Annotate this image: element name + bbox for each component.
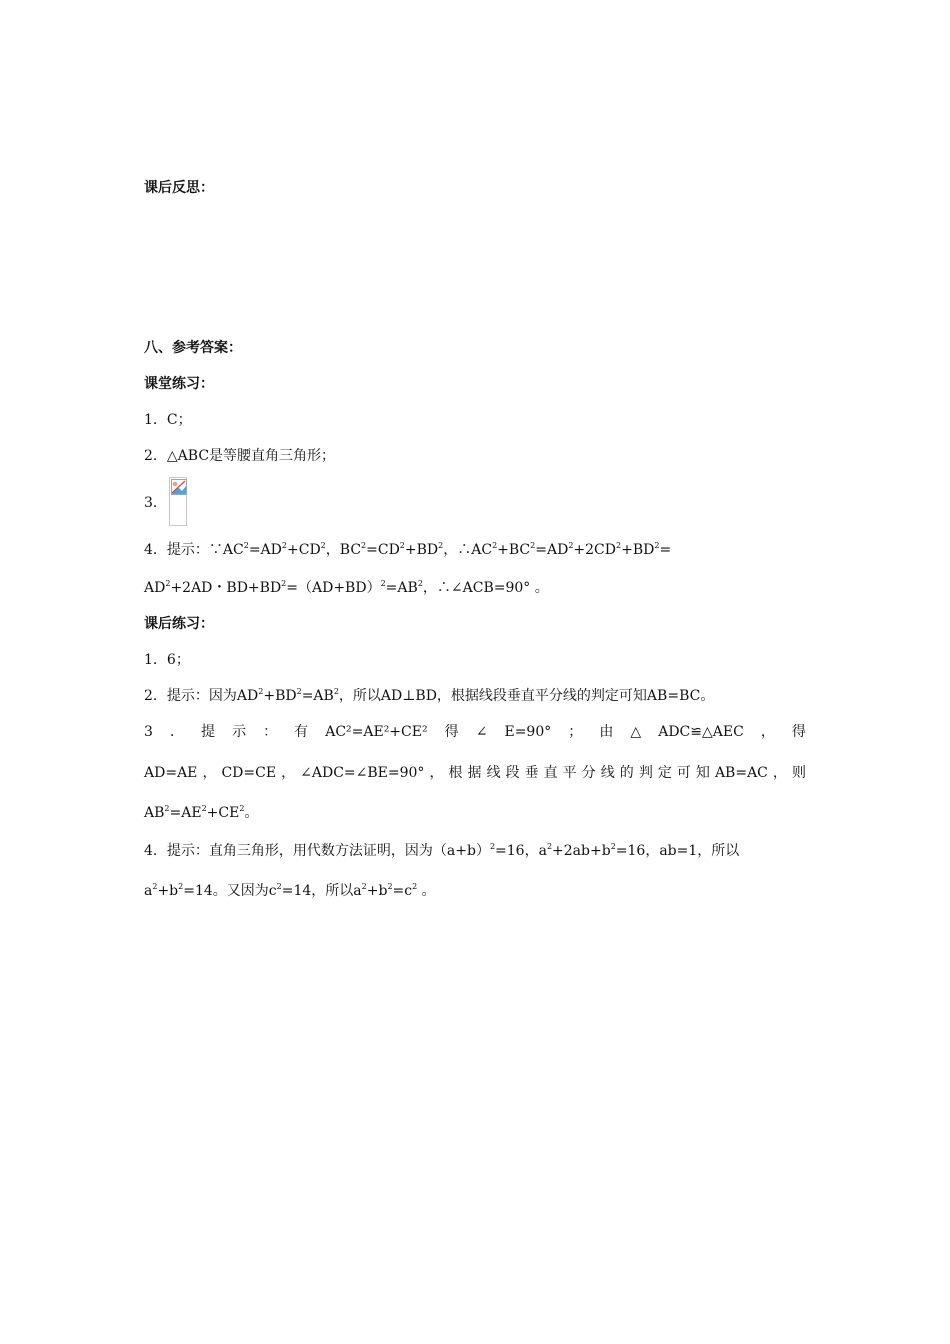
after-answer-4-line2: $a^2+b^2=14$。又因为$c^2=14$，所以$a^2+b^2=c^2$ 。 bbox=[144, 882, 436, 899]
class-answer-2: 2．△ABC是等腰直角三角形； bbox=[144, 448, 336, 464]
after-answer-4-line1: 4．提示：直角三角形，用代数方法证明，因为$(a+b)^2=16$，$a^2+2ab+b^2=16$，ab=1，所以 bbox=[144, 842, 740, 859]
after-answer-1: 1．6； bbox=[144, 652, 190, 668]
reflection-heading: 课后反思： bbox=[144, 180, 214, 196]
class-answer-4-line1: 4．提示：$\because AC^2=AD^2+CD^2$，$BC^2=CD^2+BD^2$，$\therefore AC^2+BC^2=AD^2+2CD^2+BD^2=$ bbox=[144, 541, 672, 558]
after-answer-3-line3: $AB^2=AE^2+CE^2$。 bbox=[144, 804, 259, 821]
class-practice-heading: 课堂练习： bbox=[144, 376, 214, 392]
after-class-heading: 课后练习： bbox=[144, 616, 214, 632]
class-answer-1: 1．C； bbox=[144, 412, 192, 428]
broken-image-icon bbox=[171, 479, 187, 495]
after-answer-3-line1: 3 ． 提 示 ： 有 AC²=AE²+CE² 得 ∠ E=90° ； 由 △ ADC≌△AEC ， 得 bbox=[144, 724, 806, 740]
class-answer-3: 3． bbox=[144, 495, 167, 511]
answer-3-image bbox=[169, 477, 187, 526]
class-answer-4-line2: $AD^2+2AD$・$BD+BD^2=(AD+BD)^2=AB^2$，∴∠ACB=90° 。 bbox=[144, 579, 549, 596]
after-answer-2: 2．提示：因为$AD^2+BD^2=AB^2$，所以AD⊥BD，根据线段垂直平分线的判定可知AB=BC。 bbox=[144, 687, 715, 704]
answers-heading: 八、参考答案： bbox=[144, 340, 242, 356]
after-answer-3-line2: AD=AE ， CD=CE ， ∠ADC=∠BE=90° ， 根 据 线 段 垂 直 平 分 线 的 判 定 可 知 AB=AC ， 则 bbox=[144, 765, 806, 781]
